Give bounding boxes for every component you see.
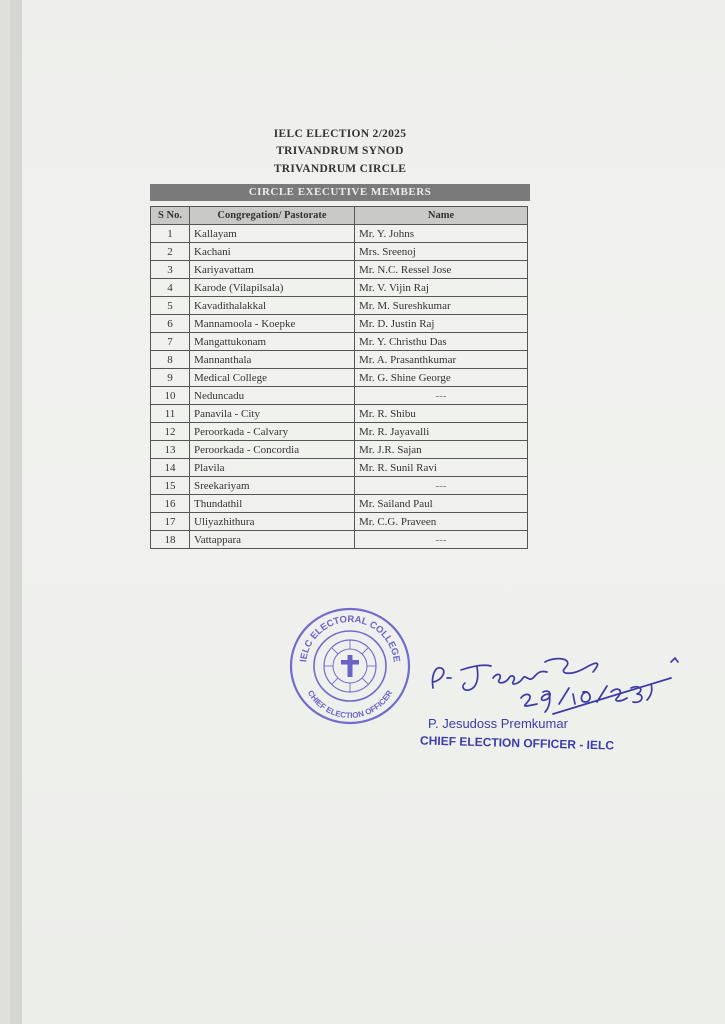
row-number: 3 (151, 261, 190, 279)
table-row (151, 459, 528, 477)
row-number: 2 (151, 243, 190, 261)
table-row (151, 297, 528, 315)
row-member-name: Mr. M. Sureshkumar (355, 297, 528, 315)
column-header-name: Name (355, 207, 528, 225)
row-congregation: Panavila - City (190, 405, 355, 423)
officer-name: P. Jesudoss Premkumar (428, 716, 568, 731)
row-congregation: Peroorkada - Calvary (190, 423, 355, 441)
row-member-name: Mr. R. Jayavalli (355, 423, 528, 441)
row-congregation: Neduncadu (190, 387, 355, 405)
table-row (151, 315, 528, 333)
table-row (151, 387, 528, 405)
row-member-name: Mr. V. Vijin Raj (355, 279, 528, 297)
row-number: 1 (151, 225, 190, 243)
table-row (151, 351, 528, 369)
row-member-name: --- (355, 477, 528, 495)
row-member-name: Mr. A. Prasanthkumar (355, 351, 528, 369)
row-member-name: Mrs. Sreenoj (355, 243, 528, 261)
row-number: 18 (151, 531, 190, 549)
table-row (151, 477, 528, 495)
row-number: 5 (151, 297, 190, 315)
officer-title: CHIEF ELECTION OFFICER - IELC (419, 733, 615, 753)
table-row (151, 243, 528, 261)
row-congregation: Plavila (190, 459, 355, 477)
row-member-name: Mr. G. Shine George (355, 369, 528, 387)
row-number: 15 (151, 477, 190, 495)
row-congregation: Kachani (190, 243, 355, 261)
row-number: 10 (151, 387, 190, 405)
row-member-name: Mr. D. Justin Raj (355, 315, 528, 333)
table-row (151, 279, 528, 297)
synod-title: TRIVANDRUM SYNOD (276, 145, 404, 157)
members-table (150, 206, 528, 549)
table-row (151, 225, 528, 243)
table-row (151, 531, 528, 549)
seal-top-text: IELC ELECTORAL COLLEGE (298, 613, 402, 663)
row-congregation: Vattappara (190, 531, 355, 549)
column-header-sno: S No. (151, 207, 190, 225)
row-number: 16 (151, 495, 190, 513)
circle-title: TRIVANDRUM CIRCLE (273, 163, 407, 175)
row-number: 8 (151, 351, 190, 369)
row-member-name: Mr. J.R. Sajan (355, 441, 528, 459)
row-member-name: Mr. R. Sunil Ravi (355, 459, 528, 477)
electoral-college-seal (288, 604, 412, 728)
column-header-congregation: Congregation/ Pastorate (190, 207, 355, 225)
row-congregation: Kallayam (190, 225, 355, 243)
election-title: IELC ELECTION 2/2025 (273, 128, 407, 140)
table-header-row (151, 207, 528, 225)
table-row (151, 423, 528, 441)
section-banner: CIRCLE EXECUTIVE MEMBERS (150, 184, 530, 201)
row-congregation: Mannanthala (190, 351, 355, 369)
row-number: 11 (151, 405, 190, 423)
row-member-name: Mr. Y. Christhu Das (355, 333, 528, 351)
row-congregation: Mannamoola - Koepke (190, 315, 355, 333)
cross-icon (341, 655, 359, 677)
table-row (151, 441, 528, 459)
row-congregation: Peroorkada - Concordia (190, 441, 355, 459)
table-row (151, 405, 528, 423)
row-member-name: Mr. C.G. Praveen (355, 513, 528, 531)
row-congregation: Mangattukonam (190, 333, 355, 351)
row-number: 17 (151, 513, 190, 531)
table-row (151, 513, 528, 531)
row-congregation: Medical College (190, 369, 355, 387)
handwritten-signature (425, 648, 685, 718)
table-row (151, 495, 528, 513)
page-edge-shadow (10, 0, 22, 1024)
row-member-name: --- (355, 531, 528, 549)
row-member-name: Mr. N.C. Ressel Jose (355, 261, 528, 279)
seal-bottom-text: CHIEF ELECTION OFFICER (305, 688, 395, 721)
table-row (151, 333, 528, 351)
row-congregation: Sreekariyam (190, 477, 355, 495)
row-member-name: Mr. Y. Johns (355, 225, 528, 243)
table-row (151, 369, 528, 387)
row-number: 14 (151, 459, 190, 477)
row-number: 9 (151, 369, 190, 387)
row-congregation: Kavadithalakkal (190, 297, 355, 315)
table-row (151, 261, 528, 279)
row-number: 4 (151, 279, 190, 297)
table-body (151, 225, 528, 549)
row-number: 7 (151, 333, 190, 351)
row-member-name: Mr. R. Shibu (355, 405, 528, 423)
row-congregation: Uliyazhithura (190, 513, 355, 531)
row-congregation: Thundathil (190, 495, 355, 513)
row-number: 6 (151, 315, 190, 333)
row-number: 12 (151, 423, 190, 441)
row-member-name: --- (355, 387, 528, 405)
row-congregation: Karode (Vilapilsala) (190, 279, 355, 297)
row-member-name: Mr. Sailand Paul (355, 495, 528, 513)
row-number: 13 (151, 441, 190, 459)
row-congregation: Kariyavattam (190, 261, 355, 279)
